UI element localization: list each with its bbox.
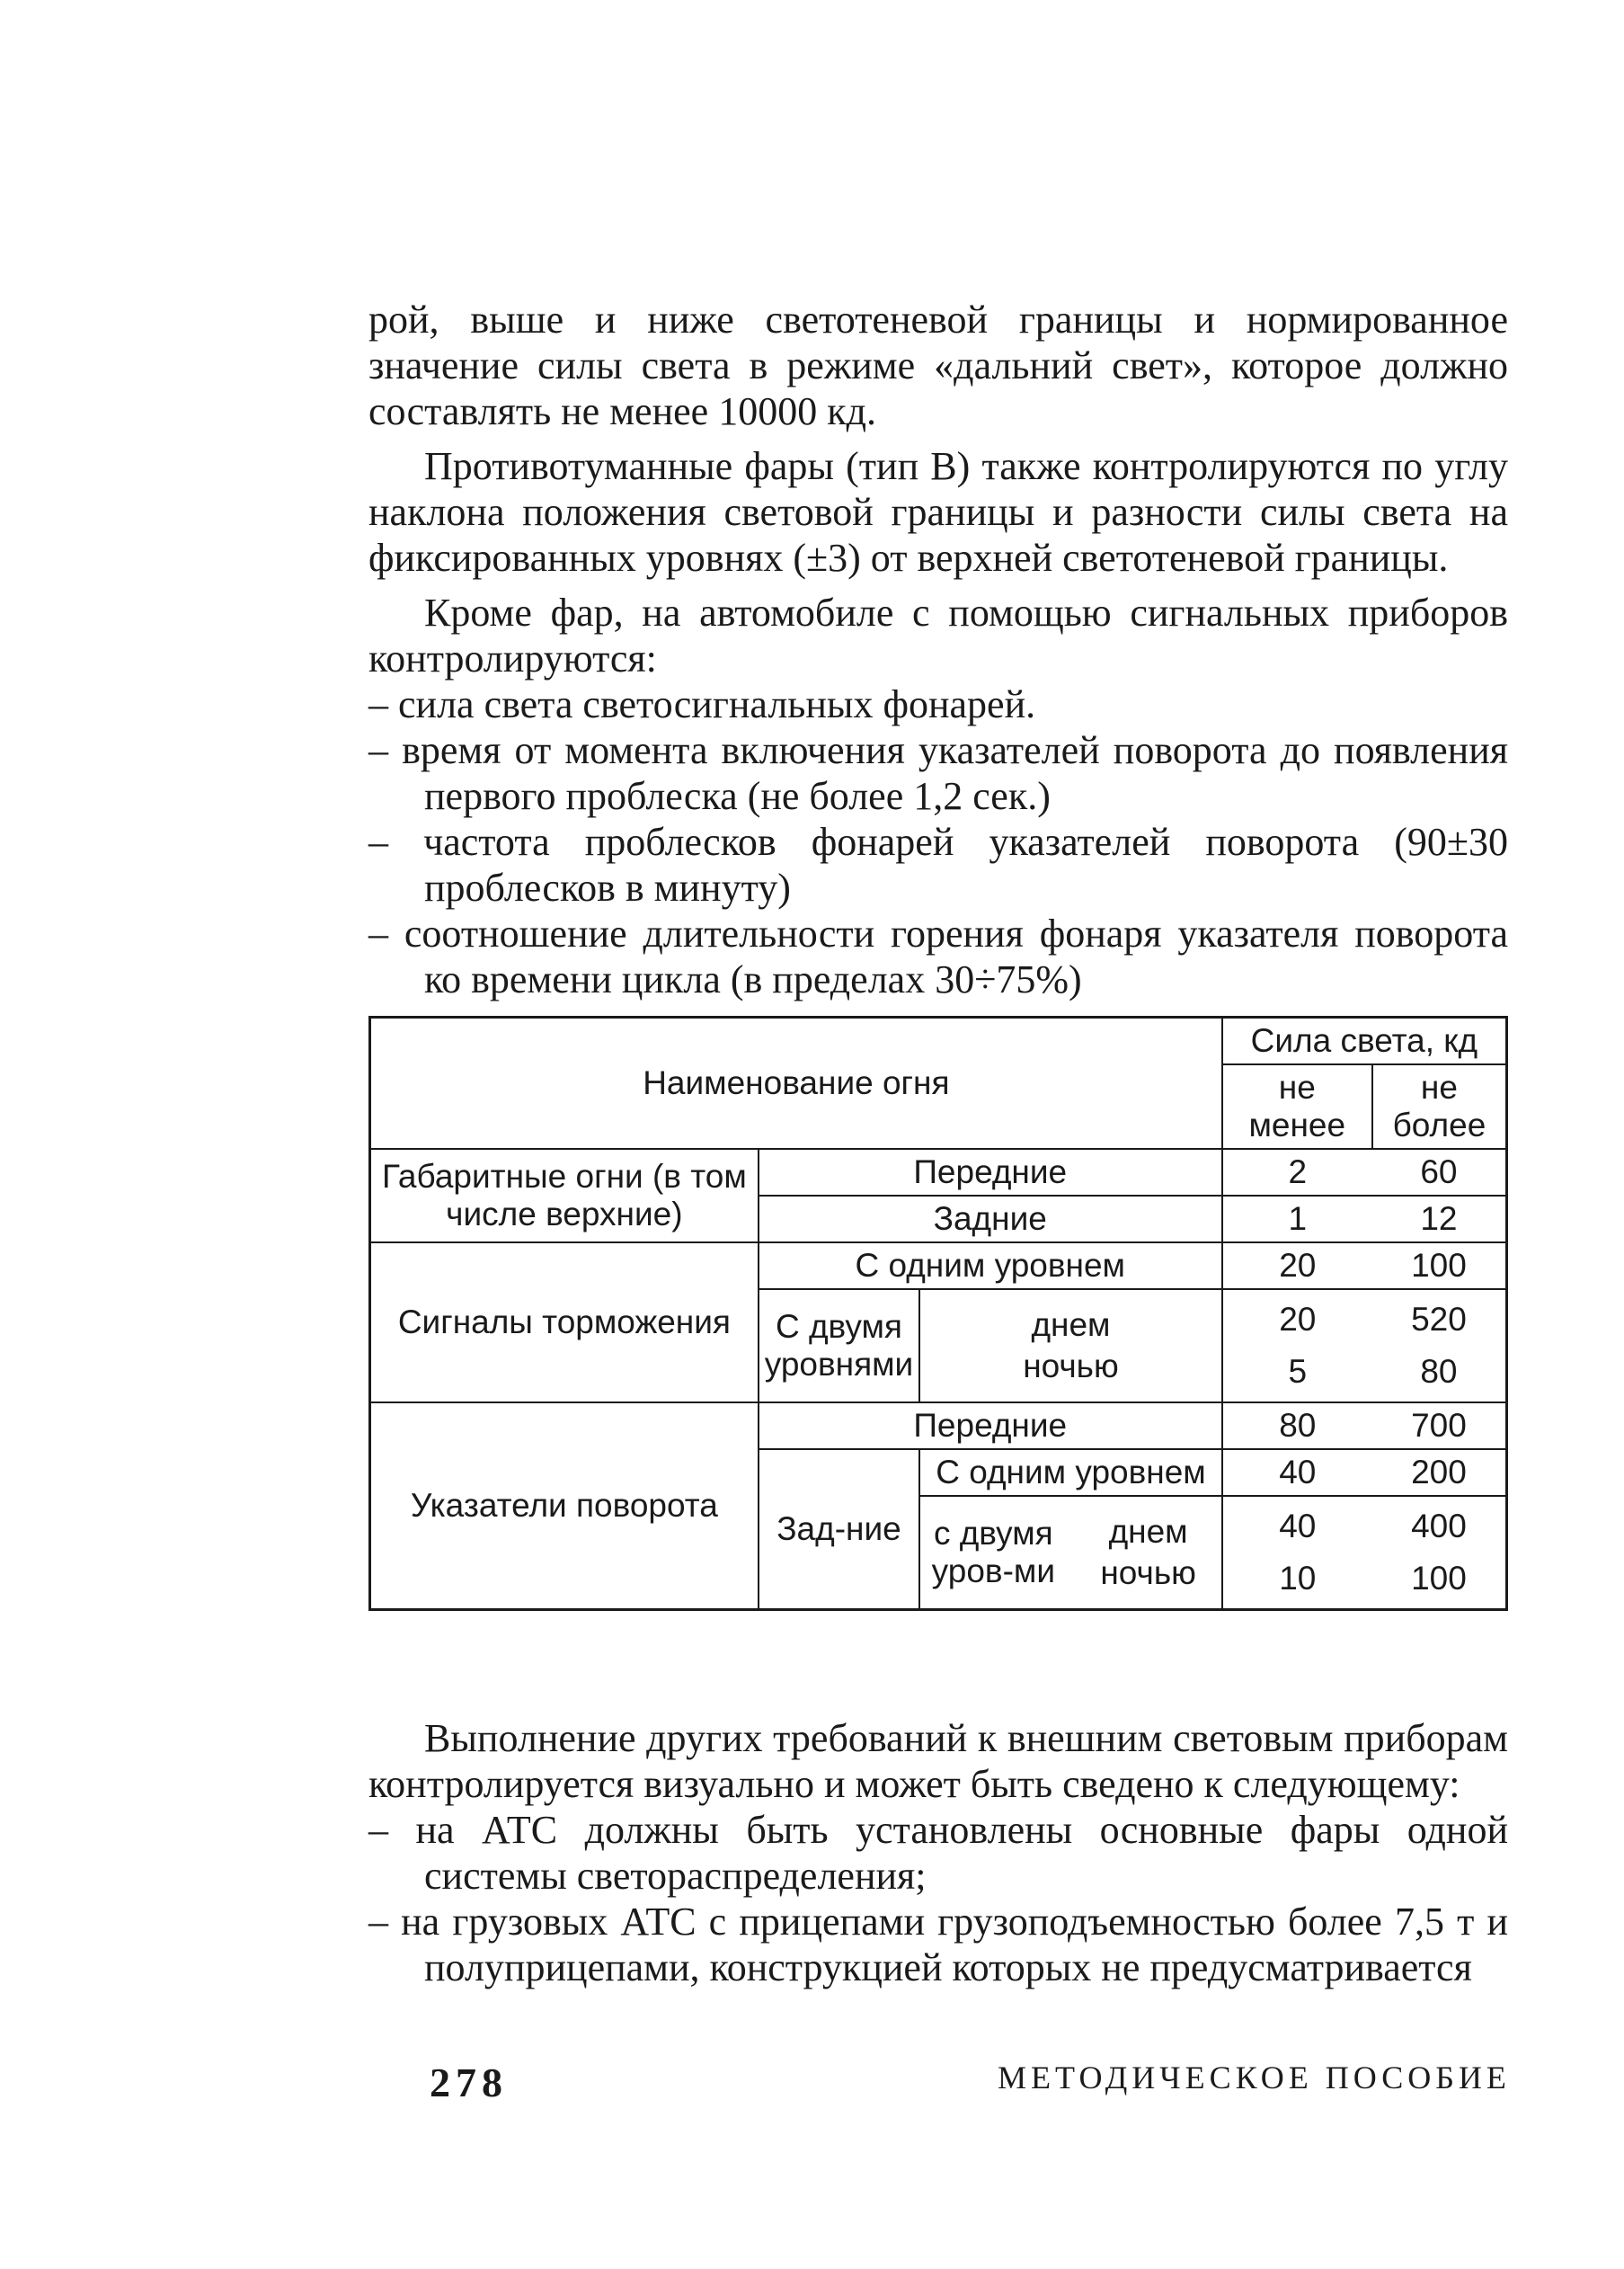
header-min: не менее bbox=[1222, 1064, 1372, 1149]
page-number: 278 bbox=[430, 2060, 508, 2105]
label-day: днем bbox=[1031, 1306, 1111, 1343]
list-item: – на грузовых АТС с прицепами грузоподъемностью более 7,5 т и полуприцепами, конструкцией которых не предусматривается bbox=[368, 1900, 1508, 1989]
value-night-min: 5 bbox=[1288, 1353, 1308, 1390]
cell-max: 100 bbox=[1372, 1242, 1507, 1289]
label-dual-level: с двумя уров-ми bbox=[931, 1515, 1055, 1589]
cell-rear: Задние bbox=[759, 1196, 1222, 1242]
value-day-min: 20 bbox=[1279, 1301, 1317, 1338]
table-row bbox=[370, 1402, 1507, 1449]
cell-min: 1 bbox=[1222, 1196, 1372, 1242]
header-light-intensity: Сила света, кд bbox=[1222, 1018, 1507, 1065]
label-night: ночью bbox=[1023, 1348, 1119, 1384]
label-night: ночью bbox=[1100, 1554, 1196, 1591]
cell-dual-level bbox=[919, 1496, 1222, 1610]
cell-single-level: С одним уровнем bbox=[919, 1449, 1222, 1496]
cell-rear: Зад-ние bbox=[759, 1449, 919, 1610]
cell-dual-level: С двумя уровнями bbox=[759, 1289, 919, 1402]
table-row bbox=[370, 1149, 1507, 1196]
cell-min: 2 bbox=[1222, 1149, 1372, 1196]
value-day-max: 400 bbox=[1411, 1508, 1467, 1544]
list-item: – на АТС должны быть установлены основные фары одной системы светораспределения; bbox=[368, 1808, 1508, 1898]
cell-front: Передние bbox=[759, 1402, 1222, 1449]
cell-front: Передние bbox=[759, 1149, 1222, 1196]
value-night-min: 10 bbox=[1279, 1560, 1317, 1597]
cell-min bbox=[1222, 1289, 1372, 1402]
paragraph-signal-devices: Кроме фар, на автомобиле с помощью сигнальных приборов контролируются: bbox=[368, 591, 1508, 681]
body-text-top bbox=[368, 297, 1508, 1002]
cell-single-level: С одним уровнем bbox=[759, 1242, 1222, 1289]
cell-day-night bbox=[919, 1289, 1222, 1402]
cell-min: 40 bbox=[1222, 1449, 1372, 1496]
list-item: – сила света светосигнальных фонарей. bbox=[368, 682, 1036, 726]
light-intensity-table bbox=[368, 1016, 1508, 1611]
value-day-min: 40 bbox=[1279, 1508, 1317, 1544]
cell-min: 20 bbox=[1222, 1242, 1372, 1289]
header-max: не более bbox=[1372, 1064, 1507, 1149]
cell-min: 80 bbox=[1222, 1402, 1372, 1449]
cell-max: 200 bbox=[1372, 1449, 1507, 1496]
turn-signals-label: Указатели поворота bbox=[370, 1402, 759, 1610]
value-day-max: 520 bbox=[1411, 1301, 1467, 1338]
paragraph-fog-lights: Противотуманные фары (тип В) также контролируются по углу наклона положения световой границы и разности силы света на фиксированных уровнях (±3) от верхней светотеневой границы. bbox=[368, 444, 1508, 580]
marker-lights-label: Габаритные огни (в том числе верхние) bbox=[370, 1149, 759, 1242]
cell-max: 700 bbox=[1372, 1402, 1507, 1449]
running-title: МЕТОДИЧЕСКОЕ ПОСОБИЕ bbox=[998, 2060, 1511, 2095]
body-text-bottom bbox=[368, 1715, 1508, 1990]
label-day: днем bbox=[1108, 1513, 1188, 1550]
paragraph-continuation: рой, выше и ниже светотеневой границы и нормированное значение силы света в режиме «дальний свет», которое должно составлять не менее 10000 кд. bbox=[368, 298, 1508, 433]
table-row bbox=[370, 1018, 1507, 1065]
table-row bbox=[370, 1242, 1507, 1289]
value-night-max: 80 bbox=[1420, 1353, 1458, 1390]
cell-max bbox=[1372, 1496, 1507, 1610]
header-light-name: Наименование огня bbox=[370, 1018, 1222, 1150]
list-item: – время от момента включения указателей поворота до появления первого проблеска (не более 1,2 сек.) bbox=[368, 728, 1508, 818]
list-item: – соотношение длительности горения фонаря указателя поворота ко времени цикла (в пределах 30÷75%) bbox=[368, 912, 1508, 1001]
cell-min bbox=[1222, 1496, 1372, 1610]
brake-lights-label: Сигналы торможения bbox=[370, 1242, 759, 1402]
list-item: – частота проблесков фонарей указателей поворота (90±30 проблесков в минуту) bbox=[368, 820, 1508, 910]
cell-max bbox=[1372, 1289, 1507, 1402]
value-night-max: 100 bbox=[1411, 1560, 1467, 1597]
cell-max: 12 bbox=[1372, 1196, 1507, 1242]
paragraph-visual-check: Выполнение других требований к внешним световым приборам контролируется визуально и может быть сведено к следующему: bbox=[368, 1716, 1508, 1806]
cell-max: 60 bbox=[1372, 1149, 1507, 1196]
